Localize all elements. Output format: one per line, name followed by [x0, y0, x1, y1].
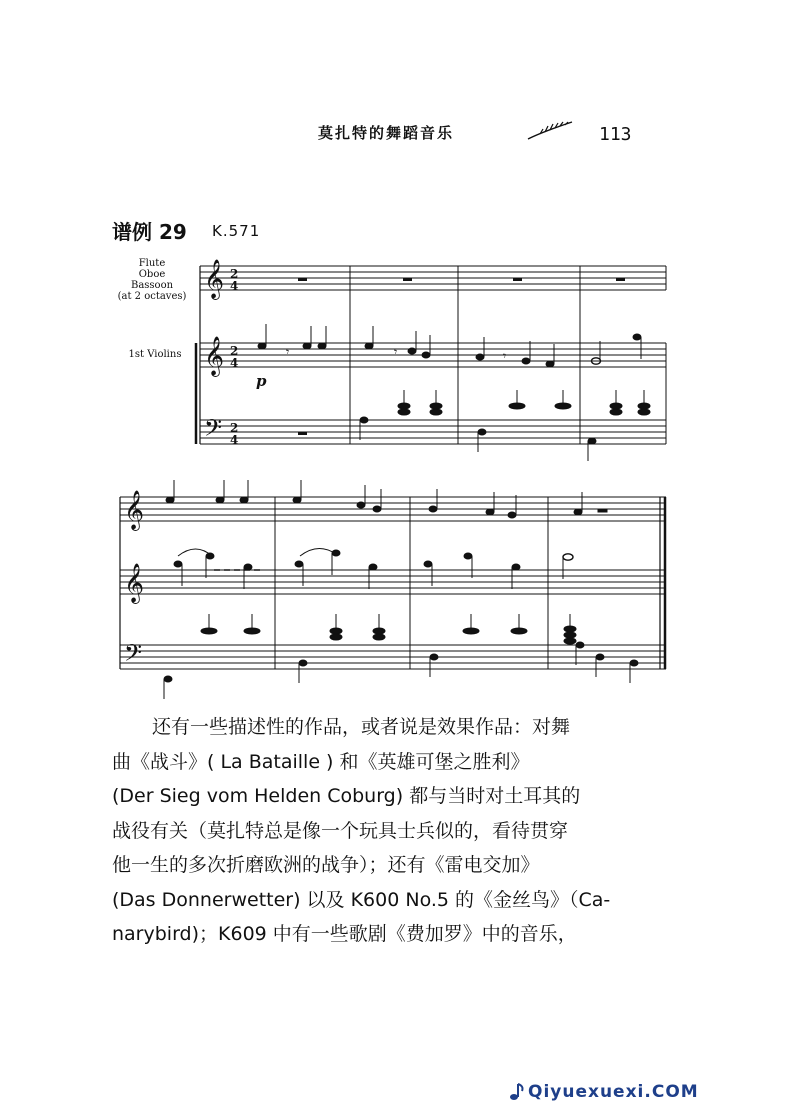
violins-staff: [200, 343, 666, 367]
dynamic-marking: p: [256, 372, 267, 390]
time-sig-bottom: 4: [230, 433, 239, 447]
paragraph-line: 曲《战斗》( La Bataille ) 和《英雄可堡之胜利》: [112, 750, 530, 773]
paragraph-line: 他一生的多次折磨欧洲的战争）；还有《雷电交加》: [112, 854, 540, 876]
treble-clef-icon: 𝄞: [124, 490, 145, 530]
example-title: 谱例 29: [112, 220, 187, 244]
page-number: 113: [599, 124, 632, 145]
paragraph-line: 还有一些描述性的作品，或者说是效果作品：对舞: [152, 716, 571, 738]
treble-clef-icon: 𝄞: [124, 563, 145, 603]
winds-rests: [298, 278, 625, 435]
paragraph-line: 战役有关（莫扎特总是像一个玩具士兵似的，看待贯穿: [112, 819, 569, 842]
paragraph-line: (Der Sieg vom Helden Coburg) 都与当时对土耳其的: [112, 785, 581, 807]
system-1: [196, 266, 666, 444]
catalog-number: K.571: [212, 222, 261, 240]
winds-staff: [200, 266, 666, 290]
music-note-logo-icon: [508, 1082, 526, 1102]
svg-text:𝄾: 𝄾: [503, 349, 507, 363]
body-paragraph: [112, 710, 672, 952]
site-watermark: Qiyuexuexi.COM: [528, 1082, 699, 1102]
instrument-oboe: Oboe: [138, 269, 166, 280]
time-sig-bottom: 4: [230, 279, 239, 293]
running-title: 莫扎特的舞蹈音乐: [318, 124, 455, 142]
time-sig-top: 2: [230, 421, 239, 435]
treble-clef-icon: 𝄞: [204, 336, 225, 376]
system-2: [120, 497, 666, 669]
bass-clef-icon: 𝄢: [204, 414, 223, 447]
treble-clef-icon: 𝄞: [204, 259, 225, 299]
paragraph-line: (Das Donnerwetter) 以及 K600 No.5 的《金丝鸟》（Ca-: [112, 888, 611, 911]
time-sig-top: 2: [230, 344, 239, 358]
paragraph-line: narybird)；K609 中有一些歌剧《费加罗》中的音乐，: [112, 923, 577, 945]
time-sig-bottom: 4: [230, 356, 239, 370]
time-sig-top: 2: [230, 267, 239, 281]
melody-notes-2: [166, 480, 607, 518]
svg-text:𝄾: 𝄾: [394, 345, 398, 359]
counter-notes-2: [174, 548, 573, 589]
instrument-bassoon: Bassoon: [130, 280, 174, 291]
instrument-octaves-note: (at 2 octaves): [117, 291, 187, 302]
svg-text:𝄾: 𝄾: [286, 345, 290, 359]
instrument-flute: Flute: [138, 258, 166, 269]
bass-clef-icon: 𝄢: [124, 639, 143, 672]
strings-instrument-label: 1st Violins: [128, 349, 182, 360]
